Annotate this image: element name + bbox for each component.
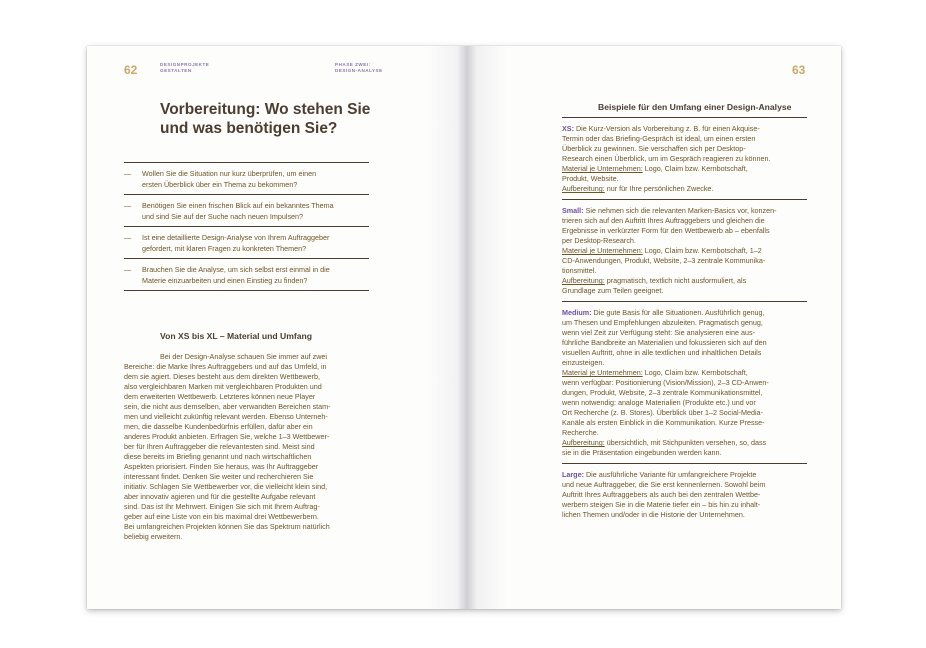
- text-line: [562, 124, 807, 134]
- line-text: Logo, Claim bzw. Kernbotschaft, 1–2: [642, 246, 762, 255]
- text-line: [562, 276, 807, 286]
- dash-marker: —: [124, 201, 132, 210]
- text-line: men, die dasselbe Kundenbedürfnis erfüllen, dafür aber ein: [124, 422, 313, 431]
- size-label: Large:: [562, 470, 584, 479]
- line-text: Ergebnisse in verkürzter Form für den Wettbewerb ab – ebenfalls: [562, 226, 770, 235]
- text-line: diese bereits im Briefing genannt und nach wirtschaftlichen: [124, 452, 312, 461]
- text-line: interessant findet. Denken Sie weiter und recherchieren Sie: [124, 472, 314, 481]
- text-line: sein, die nicht aus demselben, aber verwandten Bereichen stam-: [124, 402, 331, 411]
- field-label: Aufbereitung:: [562, 438, 605, 447]
- page-number: 62: [124, 63, 138, 77]
- size-label: Small:: [562, 206, 584, 215]
- text-line: [562, 398, 807, 408]
- text-line: dem sie agiert. Dieses besteht aus dem direkten Wettbewerb,: [124, 372, 321, 381]
- dash-marker: —: [124, 169, 132, 178]
- line-text: pragmatisch, textlich nicht ausformuliert, als: [604, 276, 747, 285]
- question-text: Wollen Sie die Situation nur kurz überprüfen, um einen: [142, 169, 317, 178]
- line-text: Logo, Claim bzw. Kernbotschaft,: [642, 368, 748, 377]
- analysis-size-block: [562, 302, 807, 464]
- text-line: [562, 338, 807, 348]
- analysis-size-list: [562, 117, 807, 525]
- line-text: dungen, Produkt, Website, 2–3 zentrale Kommunikationsmittel,: [562, 388, 763, 397]
- question-item: [124, 195, 369, 227]
- page-number: 63: [792, 63, 806, 77]
- question-text: Brauchen Sie die Analyse, um sich selbst erst einmal in die: [142, 265, 330, 274]
- text-line: [562, 256, 807, 266]
- text-line: [562, 266, 807, 276]
- text-line: [562, 480, 807, 490]
- line-text: Die ausführliche Variante für umfangreichere Projekte: [583, 470, 757, 479]
- text-line: men und vielleicht zukünftig relevant werden. Ebenso Unterneh-: [124, 412, 328, 421]
- field-label: Material je Unternehmen:: [562, 246, 643, 255]
- text-line: [562, 216, 807, 226]
- text-line: [562, 470, 807, 480]
- text-line: [562, 408, 807, 418]
- text-line: dem erweiterten Wettbewerb. Letzteres können neue Player: [124, 392, 316, 401]
- text-line: [562, 378, 807, 388]
- right-page: [464, 46, 841, 609]
- line-text: wenn viel Zeit zur Verfügung steht: Sie analysieren eine aus-: [562, 328, 755, 337]
- running-head-chapter: PHASE ZWEI: DESIGN-ANALYSE: [335, 62, 383, 73]
- line-text: einzusteigen.: [562, 358, 605, 367]
- line-text: um Thesen und Empfehlungen abzuleiten. Pragmatisch genug,: [562, 318, 763, 327]
- line-text: wenn verfügbar: Positionierung (Vision/Mission), 2–3 CD-Anwen-: [562, 378, 769, 387]
- page-title-line: und was benötigen Sie?: [160, 120, 338, 137]
- field-label: Aufbereitung:: [562, 184, 605, 193]
- text-line: [562, 154, 807, 164]
- line-text: visuellen Auftritt, ohne in alle textlichen und inhaltlichen Details: [562, 348, 762, 357]
- text-line: [562, 418, 807, 428]
- line-text: werbern steigen Sie in die Materie tiefer ein – bis hin zu inhalt-: [562, 500, 761, 509]
- field-label: Material je Unternehmen:: [562, 368, 643, 377]
- text-line: [562, 164, 807, 174]
- text-line: [562, 358, 807, 368]
- size-label: Medium:: [562, 308, 592, 317]
- line-text: Überblick zu gewinnen. Sie verschaffen sich per Desktop-: [562, 144, 746, 153]
- body-text: [124, 352, 369, 542]
- text-line: [562, 134, 807, 144]
- line-text: und neue Auftraggeber, die Sie erst kennenlernen. Sowohl beim: [562, 480, 766, 489]
- question-text: Materie einzuarbeiten und einen Einstieg zu finden?: [142, 276, 308, 285]
- dash-marker: —: [124, 233, 132, 242]
- text-line: [562, 144, 807, 154]
- text-line: [562, 236, 807, 246]
- text-line: [562, 500, 807, 510]
- text-line: Bei der Design-Analyse schauen Sie immer auf zwei: [160, 352, 327, 361]
- line-text: lichen Themen und/oder in die Historie der Unternehmen.: [562, 510, 745, 519]
- question-item: [124, 163, 369, 195]
- line-text: trieren sich auf den Auftritt Ihres Auftraggebers und gleichen die: [562, 216, 765, 225]
- question-text: und sind Sie auf der Suche nach neuen Impulsen?: [142, 212, 304, 221]
- text-line: [562, 510, 807, 520]
- text-line: [562, 308, 807, 318]
- text-line: [562, 246, 807, 256]
- text-line: anderes Produkt anbieten. Erfragen Sie, welche 1–3 Wettbewer-: [124, 432, 330, 441]
- line-text: Logo, Claim bzw. Kernbotschaft,: [642, 164, 748, 173]
- line-text: führliche Bandbreite an Materialien und fokussieren sich auf den: [562, 338, 767, 347]
- line-text: wenn notwendig: analoge Materialien (Produkte etc.) und vor: [562, 398, 756, 407]
- text-line: also vergleichbaren Marken mit vergleichbaren Produkten und: [124, 382, 322, 391]
- text-line: [562, 438, 807, 448]
- text-line: [562, 318, 807, 328]
- text-line: [562, 206, 807, 216]
- analysis-size-block: [562, 200, 807, 302]
- question-text: ersten Überblick über ein Thema zu bekommen?: [142, 180, 298, 189]
- text-line: [562, 174, 807, 184]
- line-text: Research einen Überblick, um im Gespräch reagieren zu können.: [562, 154, 771, 163]
- line-text: CD-Anwendungen, Produkt, Website, 2–3 zentrale Kommunika-: [562, 256, 766, 265]
- question-text: Benötigen Sie einen frischen Blick auf ein bekanntes Thema: [142, 201, 334, 210]
- text-line: [562, 286, 807, 296]
- line-text: übersichtlich, mit Stichpunkten versehen, so, dass: [604, 438, 767, 447]
- field-label: Material je Unternehmen:: [562, 164, 643, 173]
- question-item: [124, 259, 369, 291]
- line-text: Grundlage zum Teilen geeignet.: [562, 286, 664, 295]
- page-title-line: Vorbereitung: Wo stehen Sie: [160, 101, 371, 118]
- question-text: Ist eine detaillierte Design-Analyse von Ihrem Auftraggeber: [142, 233, 330, 242]
- text-line: beliebig erweitern.: [124, 532, 183, 541]
- text-line: Aspekten priorisiert. Finden Sie heraus, was Ihr Auftraggeber: [124, 462, 319, 471]
- text-line: ber für Ihren Auftraggeber die relevantesten sind. Meist sind: [124, 442, 315, 451]
- size-label: XS:: [562, 124, 574, 133]
- text-line: [562, 490, 807, 500]
- line-text: Produkt, Website.: [562, 174, 619, 183]
- line-text: Recherche.: [562, 428, 599, 437]
- text-line: [562, 226, 807, 236]
- book-spread: [87, 46, 841, 609]
- text-line: Bei umfangreichen Projekten können Sie das Spektrum natürlich: [124, 522, 330, 531]
- text-line: sind. Das ist Ihr Mehrwert. Einigen Sie sich mit Ihrem Auftrag-: [124, 502, 320, 511]
- analysis-size-block: [562, 464, 807, 525]
- line-text: Die gute Basis für alle Situationen. Ausführlich genug,: [591, 308, 765, 317]
- text-line: [562, 368, 807, 378]
- line-text: Ort Recherche (z. B. Stores). Überblick über 1–2 Social-Media-: [562, 408, 763, 417]
- question-text: gefordert, mit klaren Fragen zu konkreten Themen?: [142, 244, 307, 253]
- line-text: Termin oder das Briefing-Gespräch ist ideal, um einen ersten: [562, 134, 756, 143]
- text-line: [562, 428, 807, 438]
- text-line: geber auf eine Liste von ein bis maximal drei Wettbewerbern.: [124, 512, 319, 521]
- analysis-size-block: [562, 118, 807, 200]
- dash-marker: —: [124, 265, 132, 274]
- line-text: sie in die Präsentation eingebunden werden kann.: [562, 448, 722, 457]
- page-title: [160, 100, 400, 138]
- text-line: [562, 328, 807, 338]
- text-line: [562, 448, 807, 458]
- line-text: tionsmittel.: [562, 266, 597, 275]
- text-line: aber innovativ agieren und für die gestellte Aufgabe relevant: [124, 492, 316, 501]
- left-page: [87, 46, 464, 609]
- line-text: Kanäle als ersten Einblick in die Kommunikation. Kurze Presse-: [562, 418, 765, 427]
- running-head-book: DESIGNPROJEKTE GESTALTEN: [160, 62, 210, 73]
- section-heading: Beispiele für den Umfang einer Design-Analyse: [598, 102, 792, 112]
- line-text: Die Kurz-Version als Vorbereitung z. B. für einen Akquise-: [573, 124, 760, 133]
- text-line: [562, 184, 807, 194]
- section-heading: Von XS bis XL – Material und Umfang: [160, 331, 313, 341]
- text-line: [562, 388, 807, 398]
- text-line: Bereiche: die Marke Ihres Auftraggebers und auf das Umfeld, in: [124, 362, 327, 371]
- line-text: Auftritt Ihres Auftraggebers als auch bei den zentralen Wettbe-: [562, 490, 761, 499]
- line-text: Sie nehmen sich die relevanten Marken-Basics vor, konzen-: [583, 206, 777, 215]
- line-text: nur für Ihre persönlichen Zwecke.: [604, 184, 714, 193]
- question-item: [124, 227, 369, 259]
- text-line: [562, 348, 807, 358]
- text-line: initiativ. Schlagen Sie Wettbewerber vor, die vielleicht klein sind,: [124, 482, 328, 491]
- field-label: Aufbereitung:: [562, 276, 605, 285]
- question-list: [124, 162, 369, 291]
- line-text: per Desktop-Research.: [562, 236, 636, 245]
